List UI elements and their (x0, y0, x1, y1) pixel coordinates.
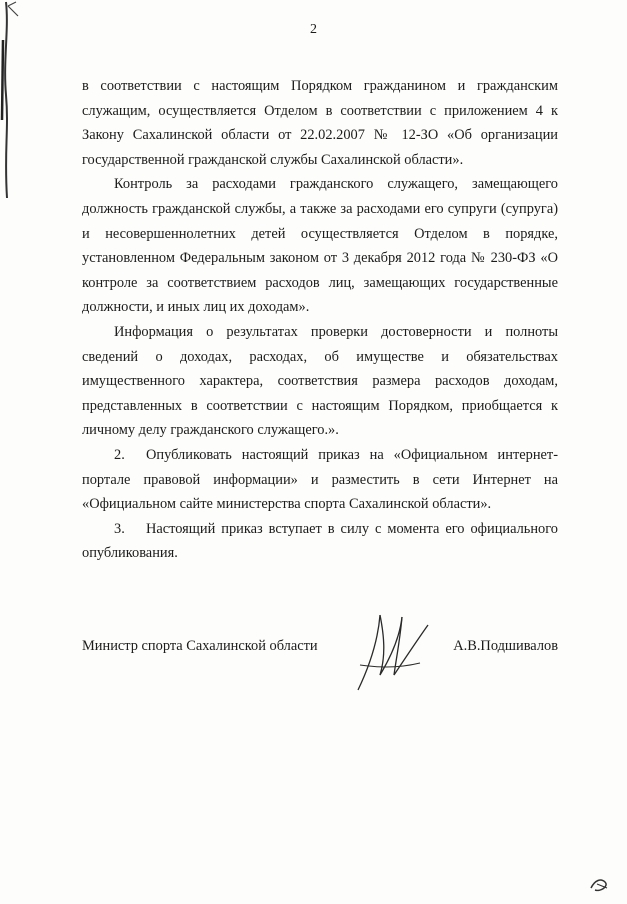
document-body (82, 74, 558, 566)
item-3-text: опубликования. (82, 545, 178, 562)
handwritten-signature (350, 605, 440, 695)
item-3-number: 3. (114, 520, 125, 537)
paragraph-3: Информация о результатах проверки достоверности и полноты сведений о доходах, расходах, об имуществе и обязательствах имущественного характера, соответствия размера расходов доходам, представленных в соответствии с настоящим Порядком, приобщается к личному делу гражданского служащего.». (82, 323, 558, 439)
item-3 (82, 517, 558, 566)
item-2-text: портале правовой информации» и разместить в сети Интернет на «Официальном сайте министерства спорта Сахалинской области». (82, 471, 558, 513)
page-number: 2 (310, 22, 317, 37)
item-2-number: 2. (114, 446, 125, 463)
item-2-first-line: Опубликовать настоящий приказ на «Официальном интернет- (146, 446, 558, 463)
paragraph-1: в соответствии с настоящим Порядком гражданином и гражданским служащим, осуществляется Отделом в соответствии с приложением 4 к Закону Сахалинской области от 22.02.2007 № 12-ЗО «Об организации государственной гражданской службы Сахалинской области». (82, 78, 558, 168)
item-3-first-line: Настоящий приказ вступает в силу с момента его официального (146, 520, 558, 537)
signatory-name: А.В.Подшивалов (453, 638, 558, 654)
signatory-position: Министр спорта Сахалинской области (82, 638, 318, 654)
item-2 (82, 443, 558, 517)
paragraph-2: Контроль за расходами гражданского служащего, замещающего должность гражданской службы, а также за расходами его супруги (супруга) и несовершеннолетних детей осуществляется Отделом в порядке, установленном Федеральным законом от 3 декабря 2012 года № 230-ФЗ «О контроле за соответствием расходов лиц, замещающих государственные должности, и иных лиц их доходам». (82, 176, 558, 316)
corner-stamp-mark (587, 874, 611, 894)
